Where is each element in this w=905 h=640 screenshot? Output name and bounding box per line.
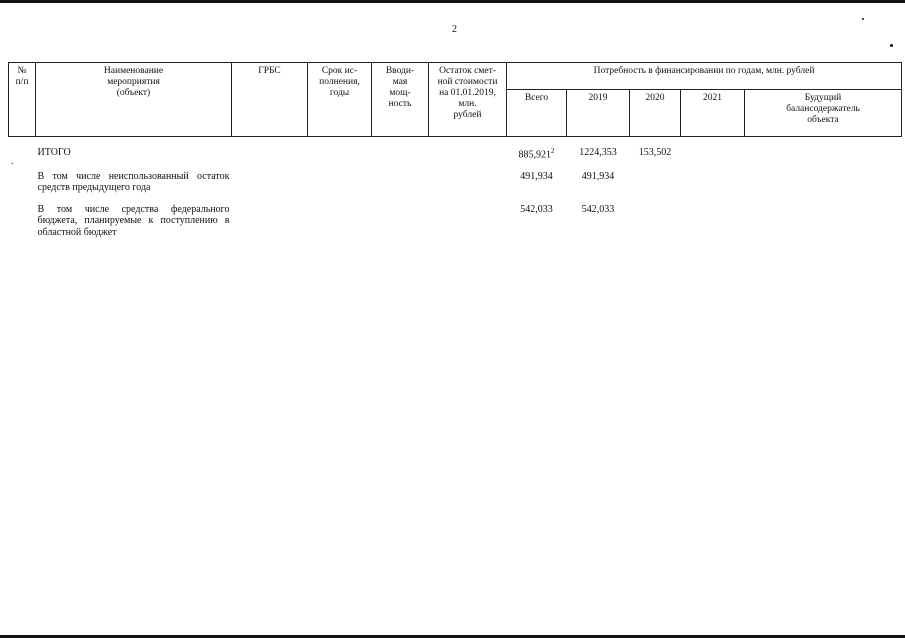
row-name: В том числе средства федерального бюджета, планируемые к поступлению в областной бюджет [37,203,230,238]
row-name: ИТОГО [37,147,71,158]
row-total: 542,033 [520,203,553,215]
scan-speck [862,18,864,20]
header-financing: Потребность в финансировании по годам, млн. рублей [507,63,902,90]
row-bullet: . [11,156,14,167]
table-row [9,204,902,239]
header-num: № п/п [9,63,36,137]
header-2019: 2019 [567,90,630,137]
page-border-top [0,0,905,3]
header-2021: 2021 [681,90,745,137]
row-total: 885,921$^2$ [518,147,555,161]
header-name: Наименование мероприятия (объект) [36,63,232,137]
header-holder: Будущий балансодержатель объекта [745,90,902,137]
header-capacity: Вводи- мая мощ- ность [372,63,429,137]
page-number: 2 [452,24,457,35]
row-2019: 1224,353 [579,147,617,158]
row-2019: 491,934 [581,170,615,182]
row-2019: 542,033 [581,203,615,215]
header-total: Всего [507,90,567,137]
page-border-bottom [0,635,905,638]
row-total: 491,934 [520,170,553,182]
scan-speck [890,44,893,47]
header-remainder: Остаток смет- ной стоимости на 01.01.2019, млн. рублей [429,63,507,137]
table-row [9,147,902,161]
header-2020: 2020 [630,90,681,137]
row-2020: 153,502 [638,147,672,158]
financing-table [8,62,902,238]
header-grbs: ГРБС [232,63,308,137]
row-name: В том числе неиспользованный остаток средств предыдущего года [37,170,230,194]
table-row [9,171,902,194]
header-term: Срок ис- полнения, годы [308,63,372,137]
